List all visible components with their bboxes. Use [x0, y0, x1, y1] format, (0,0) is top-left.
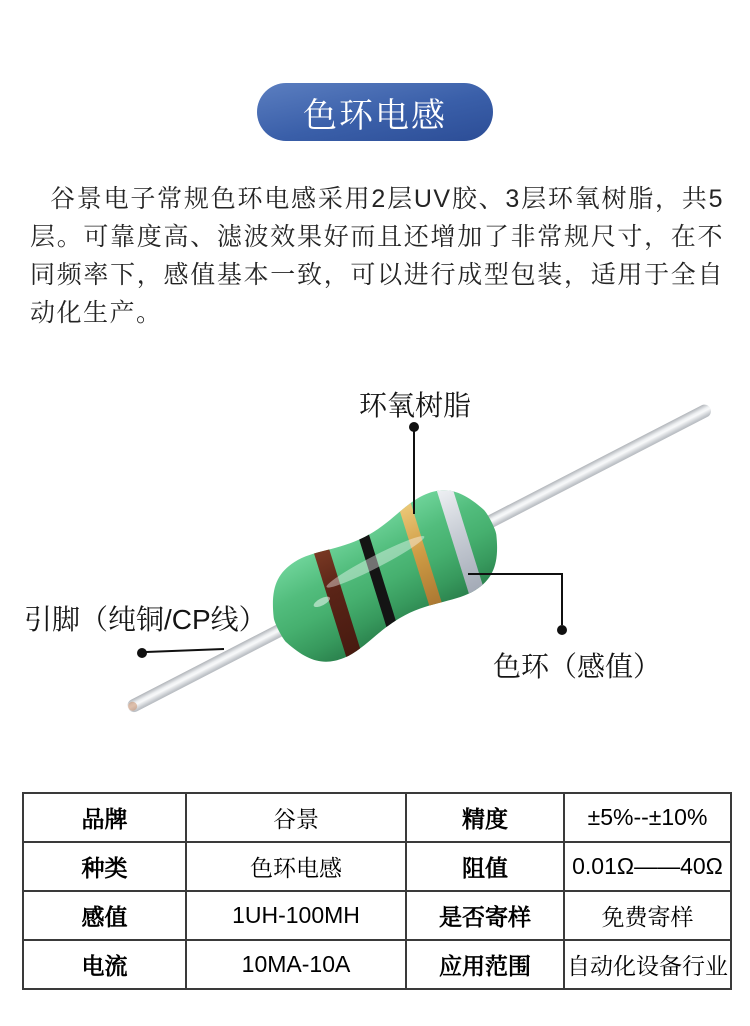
spec-value-cell: 色环电感 [186, 842, 406, 891]
intro-paragraph: 谷景电子常规色环电感采用2层UV胶、3层环氧树脂，共5层。可靠度高、滤波效果好而且还增加了非常规尺寸，在不同频率下，感值基本一致，可以进行成型包装，适用于全自动化生产。 [30, 185, 724, 327]
spec-value-cell: 0.01Ω——40Ω [564, 842, 731, 891]
title-badge-label: 色环电感 [303, 96, 447, 135]
table-row [23, 891, 731, 940]
spec-value-cell: 自动化设备行业 [564, 940, 731, 989]
spec-key-cell: 精度 [406, 793, 564, 842]
spec-value-cell: 1UH-100MH [186, 891, 406, 940]
title-badge [257, 83, 493, 141]
color-ring-label: 色环（感值） [493, 651, 662, 682]
lead-leader-line [146, 649, 224, 652]
epoxy-resin-label: 环氧树脂 [358, 390, 471, 421]
spec-table [22, 792, 732, 990]
spec-key-cell: 应用范围 [406, 940, 564, 989]
table-row [23, 842, 731, 891]
ring-leader-dot [557, 625, 567, 635]
spec-key-cell: 阻值 [406, 842, 564, 891]
table-row [23, 940, 731, 989]
spec-value-cell: 10MA-10A [186, 940, 406, 989]
spec-value-cell: ±5%--±10% [564, 793, 731, 842]
spec-key-cell: 种类 [23, 842, 186, 891]
lead-leader-dot [137, 648, 147, 658]
lead-pin-label: 引脚（纯铜/CP线） [24, 604, 267, 635]
spec-key-cell: 是否寄样 [406, 891, 564, 940]
spec-value-cell: 免费寄样 [564, 891, 731, 940]
table-row [23, 793, 731, 842]
spec-key-cell: 感值 [23, 891, 186, 940]
spec-key-cell: 电流 [23, 940, 186, 989]
spec-value-cell: 谷景 [186, 793, 406, 842]
spec-key-cell: 品牌 [23, 793, 186, 842]
